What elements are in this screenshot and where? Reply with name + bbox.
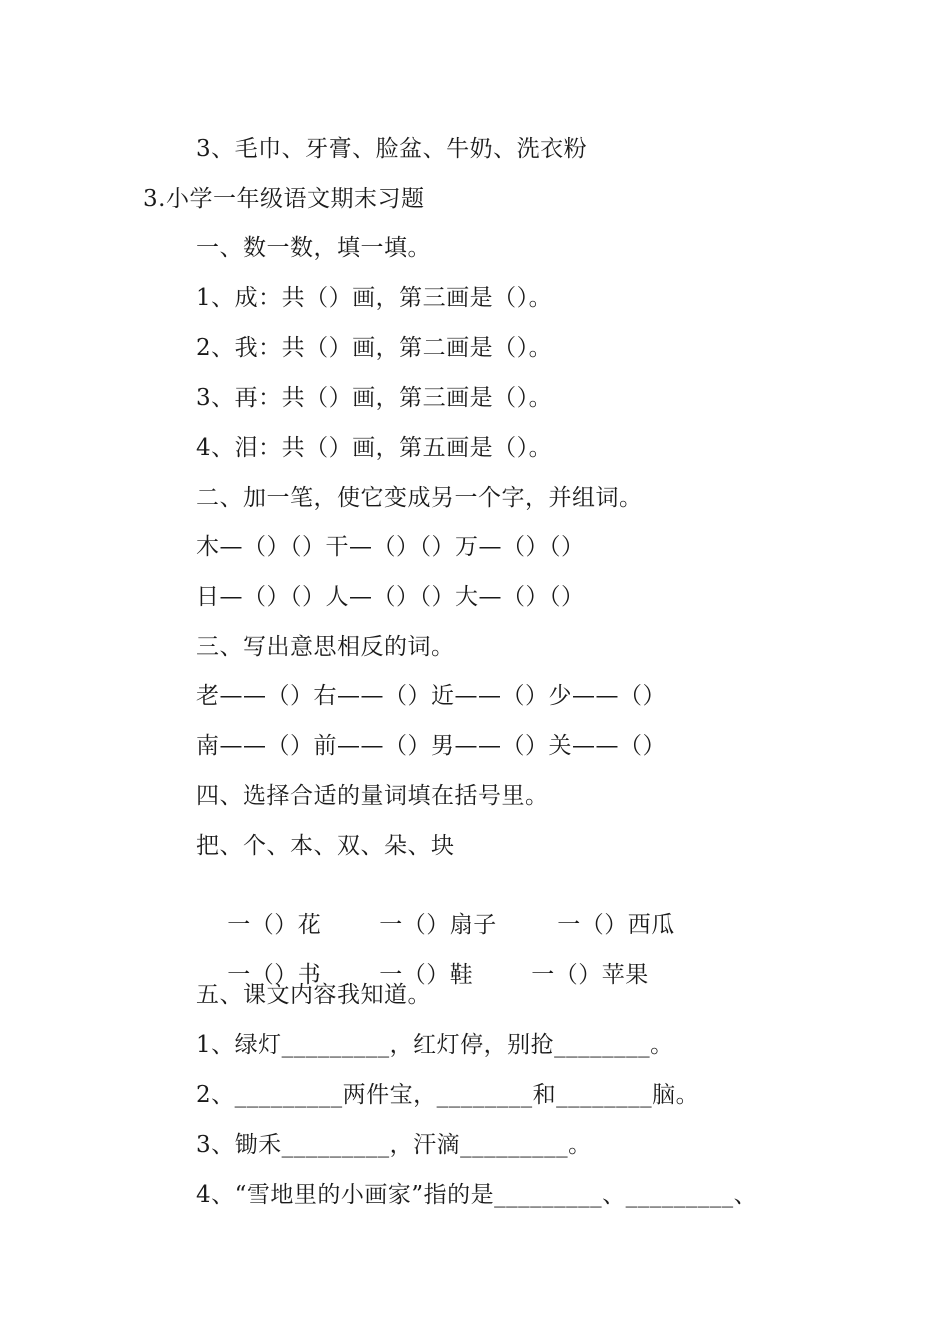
- question-heading-2: 二、加一笔，使它变成另一个字，并组词。: [196, 485, 643, 511]
- fill-item: 一（）扇子: [379, 912, 497, 938]
- fill-item: 一（）苹果: [531, 962, 649, 988]
- question-item: 木—（）（）干—（）（）万—（）（）: [196, 534, 585, 560]
- fill-item: 一（）花: [227, 912, 322, 938]
- section-title: 3.小学一年级语文期末习题: [143, 186, 425, 212]
- question-heading-1: 一、数一数，填一填。: [196, 235, 431, 261]
- question-item: 3、再：共（）画，第三画是（）。: [196, 385, 553, 411]
- question-item: 3、锄禾_________，汗滴_________。: [196, 1132, 592, 1158]
- question-heading-4: 四、选择合适的量词填在括号里。: [196, 783, 549, 809]
- question-heading-5: 五、课文内容我知道。: [196, 982, 431, 1008]
- measure-word-options: 把、个、本、双、朵、块: [196, 833, 455, 859]
- question-item: 4、“雪地里的小画家”指的是_________、_________、: [196, 1182, 758, 1208]
- question-item: 2、_________两件宝，________和________脑。: [196, 1082, 700, 1108]
- question-item: 1、绿灯_________，红灯停，别抢________。: [196, 1032, 674, 1058]
- fill-item: 一（）鞋: [379, 962, 474, 988]
- question-item: 南——（）前——（）男——（）关——（）: [196, 733, 666, 759]
- question-item: 4、泪：共（）画，第五画是（）。: [196, 435, 553, 461]
- question-item: 老——（）右——（）近——（）少——（）: [196, 683, 666, 709]
- fill-item: 一（）书: [227, 962, 322, 988]
- list-item-3: 3、毛巾、牙膏、脸盆、牛奶、洗衣粉: [196, 136, 588, 162]
- question-item: 1、成：共（）画，第三画是（）。: [196, 285, 553, 311]
- fill-item: 一（）西瓜: [557, 912, 675, 938]
- question-heading-3: 三、写出意思相反的词。: [196, 634, 455, 660]
- question-item: 2、我：共（）画，第二画是（）。: [196, 335, 553, 361]
- question-item: 日—（）（）人—（）（）大—（）（）: [196, 584, 585, 610]
